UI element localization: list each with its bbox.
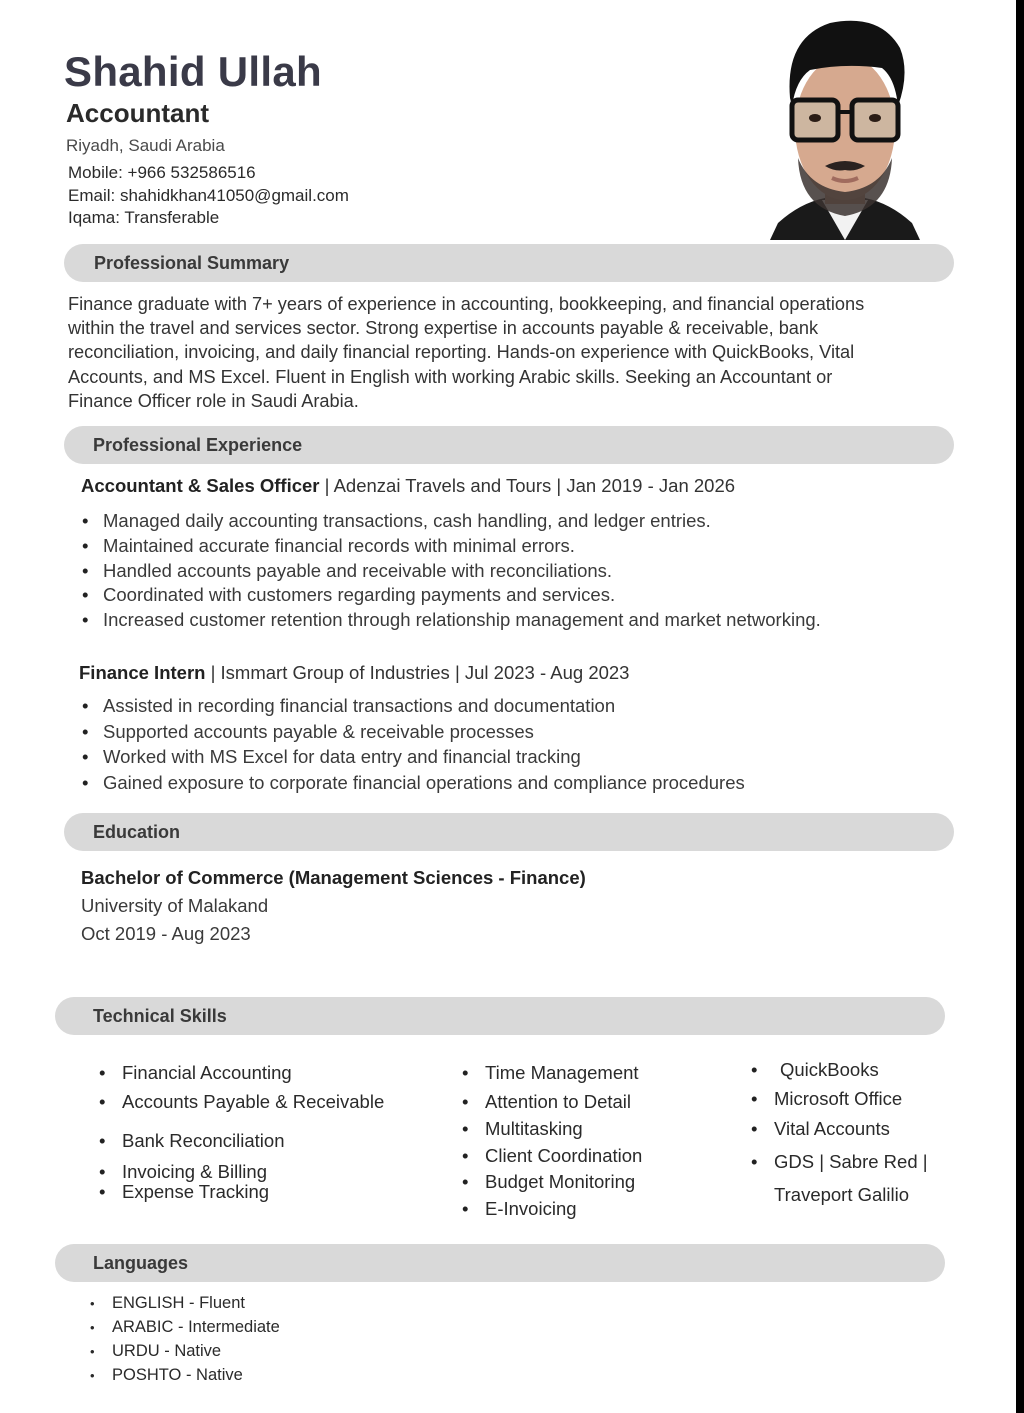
section-title: Technical Skills — [93, 1006, 227, 1026]
job-role: Finance Intern — [79, 662, 206, 683]
language-item: • POSHTO - Native — [90, 1366, 243, 1385]
section-header-skills — [55, 997, 945, 1035]
skill-item: • Bank Reconciliation — [99, 1130, 284, 1152]
section-title: Professional Summary — [94, 253, 290, 273]
profile-photo — [770, 8, 920, 240]
job-meta: | Adenzai Travels and Tours | Jan 2019 - Jan 2026 — [319, 475, 736, 496]
education-dates: Oct 2019 - Aug 2023 — [81, 923, 251, 944]
summary-line: Finance Officer role in Saudi Arabia. — [68, 390, 359, 411]
list-item: • Assisted in recording financial transactions and documentation — [79, 693, 745, 719]
right-edge-bar — [1016, 0, 1024, 1413]
section-header-education — [64, 813, 954, 851]
summary-line: Accounts, and MS Excel. Fluent in English with working Arabic skills. Seeking an Accountant or — [68, 366, 833, 387]
skill-item: • Attention to Detail — [462, 1091, 631, 1113]
section-header-experience — [64, 426, 954, 464]
skill-item: • Invoicing & Billing — [99, 1161, 267, 1183]
job-heading — [79, 662, 629, 684]
list-item: • Gained exposure to corporate financial operations and compliance procedures — [79, 770, 745, 796]
job-bullets — [79, 693, 745, 795]
iqama: Iqama: Transferable — [68, 208, 220, 227]
summary-line: Finance graduate with 7+ years of experience in accounting, bookkeeping, and financial operations — [68, 294, 865, 314]
list-item: • Managed daily accounting transactions, cash handling, and ledger entries. — [79, 509, 821, 534]
location: Riyadh, Saudi Arabia — [66, 136, 225, 155]
summary-line: reconciliation, invoicing, and daily financial reporting. Hands-on experience with QuickBooks, Vital — [68, 342, 855, 363]
section-title: Languages — [93, 1253, 189, 1273]
skill-item: • QuickBooks — [751, 1059, 879, 1081]
job-title: Accountant — [66, 98, 209, 128]
section-header-languages — [55, 1244, 945, 1282]
language-item: • URDU - Native — [90, 1342, 221, 1361]
job-meta: | Ismmart Group of Industries | Jul 2023 - Aug 2023 — [205, 662, 630, 683]
job-bullets — [79, 509, 821, 633]
summary-line: within the travel and services sector. Strong expertise in accounts payable & receivable, bank — [68, 318, 819, 339]
email: Email: shahidkhan41050@gmail.com — [68, 186, 349, 205]
list-item: • Increased customer retention through relationship management and market networking. — [79, 608, 821, 633]
skill-item: • Time Management — [462, 1062, 639, 1084]
skill-item: • Vital Accounts — [751, 1118, 890, 1140]
skill-item: • Multitasking — [462, 1118, 583, 1140]
skill-item: • Microsoft Office — [751, 1088, 902, 1110]
skill-item: • Budget Monitoring — [462, 1171, 635, 1193]
list-item: • Worked with MS Excel for data entry and financial tracking — [79, 744, 745, 770]
list-item: • Handled accounts payable and receivable with reconciliations. — [79, 559, 821, 584]
language-item: • ARABIC - Intermediate — [90, 1318, 280, 1337]
skill-item-continued: Traveport Galilio — [774, 1184, 910, 1205]
job-role: Accountant & Sales Officer — [81, 475, 320, 496]
skill-item: • GDS | Sabre Red | — [751, 1151, 928, 1173]
list-item: • Coordinated with customers regarding payments and services. — [79, 583, 821, 608]
list-item: • Supported accounts payable & receivable processes — [79, 719, 745, 745]
language-item: • ENGLISH - Fluent — [90, 1294, 245, 1313]
education-institution: University of Malakand — [81, 895, 269, 916]
section-title: Professional Experience — [93, 435, 303, 455]
education-degree: Bachelor of Commerce (Management Sciences - Finance) — [81, 867, 586, 888]
skill-item: • Client Coordination — [462, 1145, 642, 1167]
skill-item: • Accounts Payable & Receivable — [99, 1091, 384, 1113]
summary-text — [68, 292, 958, 413]
job-heading — [81, 475, 735, 497]
section-title: Education — [93, 822, 181, 842]
skill-item: • Financial Accounting — [99, 1062, 292, 1084]
candidate-name: Shahid Ullah — [64, 48, 322, 95]
mobile: Mobile: +966 532586516 — [68, 163, 256, 182]
list-item: • Maintained accurate financial records with minimal errors. — [79, 534, 821, 559]
skill-item: • E-Invoicing — [462, 1198, 577, 1220]
skill-item: • Expense Tracking — [99, 1181, 269, 1203]
section-header-summary — [64, 244, 954, 282]
